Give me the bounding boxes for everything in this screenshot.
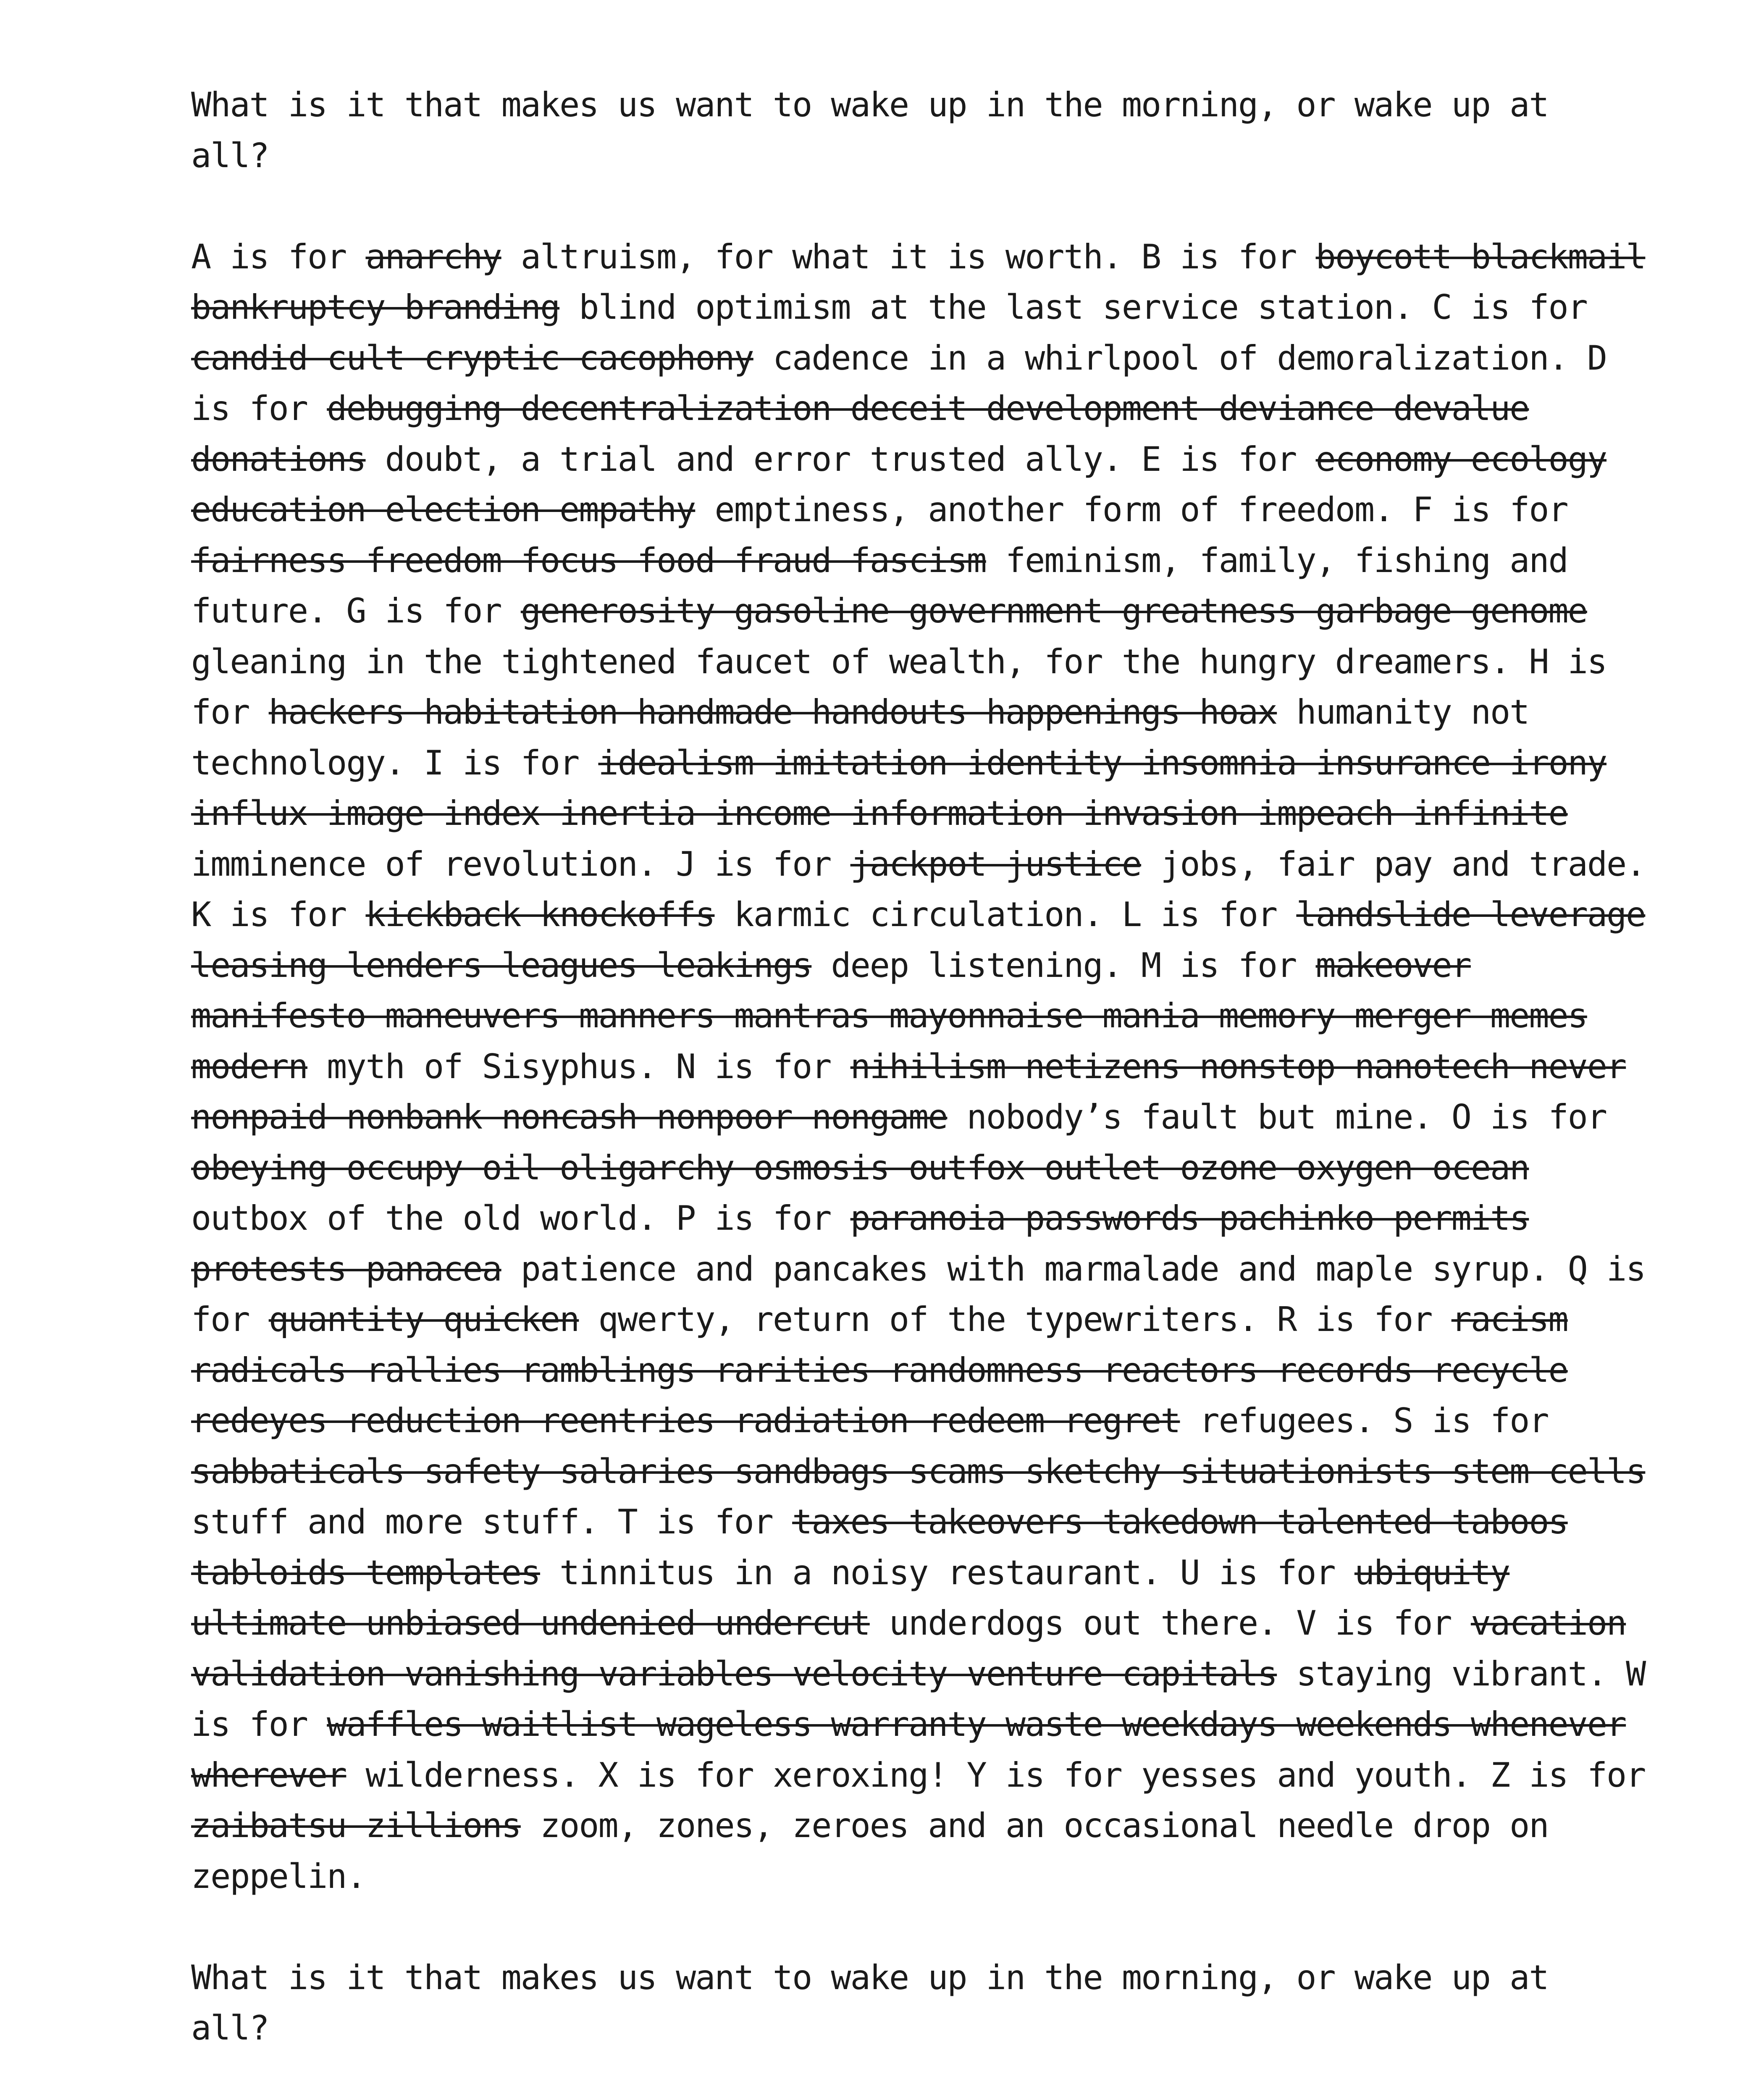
entry-g bbox=[191, 591, 1587, 681]
entry-lead: N is for bbox=[676, 1047, 831, 1086]
struck-words: paranoia passwords pachinko permits protests panacea bbox=[191, 1199, 1529, 1289]
entry-lead: F is for bbox=[1412, 490, 1568, 529]
kept-words: xeroxing! bbox=[772, 1755, 948, 1795]
struck-words: anarchy bbox=[365, 237, 501, 276]
entry-a bbox=[191, 237, 1122, 276]
struck-words: boycott blackmail bankruptcy branding bbox=[191, 237, 1646, 327]
struck-words: nihilism netizens nonstop nanotech never nonpaid nonbank noncash nonpoor nongame bbox=[191, 1047, 1626, 1137]
entry-y bbox=[967, 1756, 1471, 1795]
struck-words: obeying occupy oil oligarchy osmosis outfox outlet ozone oxygen ocean bbox=[191, 1148, 1529, 1187]
struck-words: generosity gasoline government greatness garbage genome bbox=[520, 591, 1587, 630]
struck-words: sabbaticals safety salaries sandbags scams sketchy situationists stem cells bbox=[191, 1452, 1646, 1491]
entry-lead: W is for bbox=[191, 1654, 1646, 1744]
entry-lead: P is for bbox=[676, 1199, 831, 1238]
kept-words: stuff and more stuff. bbox=[191, 1502, 598, 1541]
kept-words: karmic circulation. bbox=[734, 895, 1102, 934]
kept-words: zoom, zones, zeroes and an occasional needle drop on zeppelin. bbox=[191, 1806, 1549, 1896]
kept-words: patience and pancakes with marmalade and maple syrup. bbox=[520, 1249, 1549, 1289]
kept-words: nobody’s fault but mine. bbox=[966, 1097, 1432, 1137]
entry-lead: A is for bbox=[191, 237, 346, 276]
poem-page bbox=[191, 80, 1661, 2100]
entry-lead: O is for bbox=[1451, 1097, 1606, 1137]
kept-words: humanity not technology. bbox=[191, 693, 1529, 782]
kept-words: deep listening. bbox=[831, 945, 1122, 985]
kept-words: tinnitus in a noisy restaurant. bbox=[559, 1553, 1161, 1592]
spacer bbox=[191, 1902, 1661, 1953]
kept-words: blind optimism at the last service station. bbox=[579, 288, 1413, 327]
struck-words: vacation validation vanishing variables velocity venture capitals bbox=[191, 1604, 1626, 1693]
alphabet-paragraph bbox=[191, 232, 1653, 1902]
kept-words: emptiness, another form of freedom. bbox=[714, 490, 1394, 529]
entry-lead: Y is for bbox=[966, 1755, 1122, 1795]
entry-lead: Q is for bbox=[191, 1249, 1646, 1339]
entry-lead: R is for bbox=[1277, 1300, 1432, 1339]
kept-words: outbox of the old world. bbox=[191, 1199, 656, 1238]
struck-words: fairness freedom focus food fraud fascism bbox=[191, 541, 986, 580]
entry-lead: C is for bbox=[1432, 288, 1587, 327]
entry-k bbox=[191, 895, 1102, 934]
kept-words: qwerty, return of the typewriters. bbox=[598, 1300, 1258, 1339]
kept-words: feminism, family, fishing and future. bbox=[191, 541, 1568, 630]
entry-lead: V is for bbox=[1296, 1604, 1452, 1643]
kept-words: wilderness. bbox=[365, 1755, 579, 1795]
entry-lead: D is for bbox=[191, 338, 1607, 428]
struck-words: quantity quicken bbox=[268, 1300, 579, 1339]
struck-words: zaibatsu zillions bbox=[191, 1806, 521, 1845]
struck-words: waffles waitlist wageless warranty waste weekdays weekends whenever wherever bbox=[191, 1705, 1626, 1795]
kept-words: doubt, a trial and error trusted ally. bbox=[385, 439, 1122, 479]
struck-words: hackers habitation handmade handouts happenings hoax bbox=[268, 693, 1277, 732]
entry-lead: L is for bbox=[1121, 895, 1277, 934]
kept-words: altruism, for what it is worth. bbox=[520, 237, 1122, 276]
struck-words: taxes takeovers takedown talented taboos tabloids templates bbox=[191, 1502, 1568, 1592]
entry-lead: S is for bbox=[1393, 1401, 1549, 1440]
entry-lead: J is for bbox=[676, 844, 831, 884]
entry-j bbox=[676, 845, 1645, 884]
struck-words: racism radicals rallies ramblings rarities randomness reactors records recycle redeyes reduction reentries radiation redeem regret bbox=[191, 1300, 1568, 1440]
struck-words: jackpot justice bbox=[850, 844, 1142, 884]
kept-words: underdogs out there. bbox=[889, 1604, 1277, 1643]
kept-words: yesses and youth. bbox=[1141, 1755, 1471, 1795]
entry-lead: B is for bbox=[1141, 237, 1297, 276]
kept-words: imminence of revolution. bbox=[191, 844, 656, 884]
kept-words: myth of Sisyphus. bbox=[327, 1047, 656, 1086]
kept-words: cadence in a whirlpool of demoralization. bbox=[772, 338, 1568, 378]
entry-lead: H is for bbox=[191, 642, 1606, 732]
struck-words: economy ecology education election empathy bbox=[191, 439, 1607, 529]
struck-words: idealism imitation identity insomnia insurance irony influx image index inertia income information invasion impeach infinite bbox=[191, 743, 1606, 833]
struck-words: makeover manifesto maneuvers manners mantras mayonnaise mania memory merger memes modern bbox=[191, 945, 1587, 1086]
struck-words: ubiquity ultimate unbiased undenied undercut bbox=[191, 1553, 1510, 1643]
entry-lead: U is for bbox=[1180, 1553, 1335, 1592]
entry-lead: T is for bbox=[617, 1502, 773, 1541]
closing-question: What is it that makes us want to wake up in the morning, or wake up at all? bbox=[191, 1958, 1549, 2048]
entry-lead: E is for bbox=[1141, 439, 1297, 479]
struck-words: candid cult cryptic cacophony bbox=[191, 338, 753, 378]
entry-lead: M is for bbox=[1141, 945, 1297, 985]
entry-lead: G is for bbox=[346, 591, 501, 630]
entry-lead: X is for bbox=[598, 1755, 753, 1795]
entry-lead: K is for bbox=[191, 895, 346, 934]
kept-words: refugees. bbox=[1199, 1401, 1374, 1440]
entry-lead: Z is for bbox=[1490, 1755, 1646, 1795]
opening-question: What is it that makes us want to wake up in the morning, or wake up at all? bbox=[191, 85, 1549, 175]
kept-words: staying vibrant. bbox=[1296, 1654, 1606, 1693]
struck-words: debugging decentralization deceit development deviance devalue donations bbox=[191, 389, 1529, 479]
entry-lead: I is for bbox=[423, 743, 579, 782]
spacer bbox=[191, 2054, 1661, 2100]
kept-words: jobs, fair pay and trade. bbox=[1160, 844, 1646, 884]
struck-words: kickback knockoffs bbox=[365, 895, 715, 934]
spacer bbox=[191, 181, 1661, 232]
kept-words: gleaning in the tightened faucet of wealth, for the hungry dreamers. bbox=[191, 642, 1510, 681]
entry-x bbox=[598, 1756, 947, 1795]
struck-words: landslide leverage leasing lenders leagues leakings bbox=[191, 895, 1646, 985]
